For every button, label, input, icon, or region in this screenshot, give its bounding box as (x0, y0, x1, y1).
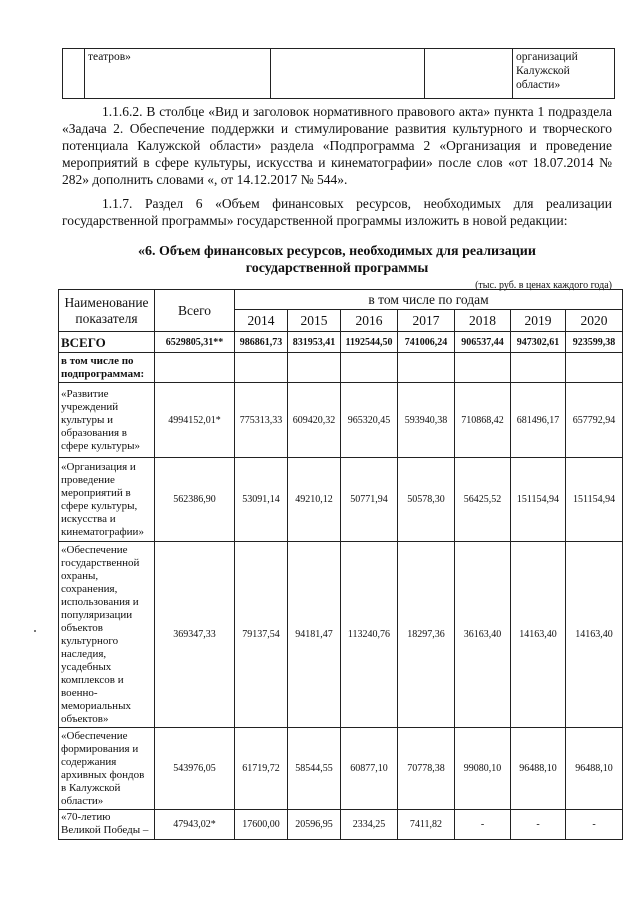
row-value-2015: 20596,95 (288, 810, 341, 840)
table-body (59, 332, 623, 840)
header-name: Наименование показателя (59, 290, 155, 332)
year-header-2020: 2020 (566, 310, 623, 332)
fragment-cell-left: театров» (85, 49, 271, 99)
row-label: «Обеспечение государственной охраны, сохранения, использования и популяризации объектов культурного наследия, усадебных комплексов и военно-мемориальных объектов» (59, 542, 155, 728)
row-value-2016: 60877,10 (341, 728, 398, 810)
fragment-cell-right: организаций Калужской области» (513, 49, 615, 99)
row-label: «Организация и проведение мероприятий в сфере культуры, искусства и кинематографии» (59, 458, 155, 542)
row-value-2019: 14163,40 (511, 542, 566, 728)
row-value-2020: 151154,94 (566, 458, 623, 542)
paragraph-1-text: 1.1.6.2. В столбце «Вид и заголовок нормативного правового акта» пункта 1 подраздела «Задача 2. Обеспечение поддержки и стимулирование развития культурного и творческого потенциала Калужской области» раздела «Подпрограмма 2 «Организация и проведение мероприятий в сфере культуры, искусства и кинематографии» после слов «от 18.07.2014 № 282» дополнить словами «, от 14.12.2017 № 544». (62, 104, 612, 187)
total-row-value-2015: 831953,41 (288, 332, 341, 353)
year-header-2017: 2017 (398, 310, 455, 332)
row-value-2019: - (511, 810, 566, 840)
row-value-2017: 7411,82 (398, 810, 455, 840)
row-value-2019: 151154,94 (511, 458, 566, 542)
row-value-2016: 50771,94 (341, 458, 398, 542)
row-value-2018: 56425,52 (455, 458, 511, 542)
row-value-2018: - (455, 810, 511, 840)
row-value-2014: 17600,00 (235, 810, 288, 840)
total-row-total: 6529805,31** (155, 332, 235, 353)
row-value-2015: 94181,47 (288, 542, 341, 728)
row-value-2017: 50578,30 (398, 458, 455, 542)
paragraph-2 (62, 195, 612, 229)
previous-table-fragment (62, 48, 615, 99)
row-value-2014: 79137,54 (235, 542, 288, 728)
row-value-2020: 96488,10 (566, 728, 623, 810)
row-value-2015: 49210,12 (288, 458, 341, 542)
row-label: «Развитие учреждений культуры и образования в сфере культуры» (59, 383, 155, 458)
header-years-group: в том числе по годам (235, 290, 623, 310)
table-row (59, 458, 623, 542)
table-row (59, 810, 623, 840)
fragment-cell-empty (63, 49, 85, 99)
row-value-2020: - (566, 810, 623, 840)
fragment-cell-empty (271, 49, 425, 99)
table-row (59, 542, 623, 728)
section-title-line-1: «6. Объем финансовых ресурсов, необходимых для реализации (138, 244, 536, 259)
row-total: 47943,02* (155, 810, 235, 840)
subprogram-caption-row (59, 353, 623, 383)
section-title-line-2: государственной программы (245, 261, 429, 276)
row-value-2017: 18297,36 (398, 542, 455, 728)
row-value-2018: 99080,10 (455, 728, 511, 810)
row-value-2017: 593940,38 (398, 383, 455, 458)
paragraph-2-text: 1.1.7. Раздел 6 «Объем финансовых ресурсов, необходимых для реализации государственной программы» государственной программы изложить в новой редакции: (62, 196, 612, 228)
subprogram-caption: в том числе по подпрограммам: (59, 353, 155, 383)
total-row-value-2016: 1192544,50 (341, 332, 398, 353)
total-row-value-2018: 906537,44 (455, 332, 511, 353)
paragraph-1 (62, 103, 612, 188)
total-row-value-2014: 986861,73 (235, 332, 288, 353)
financing-table (58, 289, 623, 840)
row-value-2019: 96488,10 (511, 728, 566, 810)
row-value-2014: 775313,33 (235, 383, 288, 458)
header-total: Всего (155, 290, 235, 332)
row-value-2017: 70778,38 (398, 728, 455, 810)
row-value-2015: 609420,32 (288, 383, 341, 458)
table-row (59, 383, 623, 458)
row-value-2018: 36163,40 (455, 542, 511, 728)
row-value-2014: 61719,72 (235, 728, 288, 810)
row-value-2015: 58544,55 (288, 728, 341, 810)
total-row-value-2019: 947302,61 (511, 332, 566, 353)
year-header-2016: 2016 (341, 310, 398, 332)
row-label: «Обеспечение формирования и содержания архивных фондов в Калужской области» (59, 728, 155, 810)
row-value-2018: 710868,42 (455, 383, 511, 458)
row-value-2016: 2334,25 (341, 810, 398, 840)
year-header-2014: 2014 (235, 310, 288, 332)
row-total: 543976,05 (155, 728, 235, 810)
row-value-2014: 53091,14 (235, 458, 288, 542)
scan-speck (34, 630, 36, 632)
total-row-value-2017: 741006,24 (398, 332, 455, 353)
row-total: 4994152,01* (155, 383, 235, 458)
row-value-2019: 681496,17 (511, 383, 566, 458)
year-header-2018: 2018 (455, 310, 511, 332)
total-row (59, 332, 623, 353)
table-row (59, 728, 623, 810)
row-label: «70-летию Великой Победы – (59, 810, 155, 840)
row-total: 369347,33 (155, 542, 235, 728)
row-value-2016: 113240,76 (341, 542, 398, 728)
year-header-2015: 2015 (288, 310, 341, 332)
row-total: 562386,90 (155, 458, 235, 542)
row-value-2020: 657792,94 (566, 383, 623, 458)
units-note: (тыс. руб. в ценах каждого года) (475, 280, 612, 291)
row-value-2016: 965320,45 (341, 383, 398, 458)
row-value-2020: 14163,40 (566, 542, 623, 728)
year-header-2019: 2019 (511, 310, 566, 332)
fragment-cell-empty (425, 49, 513, 99)
total-row-value-2020: 923599,38 (566, 332, 623, 353)
total-row-label: ВСЕГО (59, 332, 155, 353)
